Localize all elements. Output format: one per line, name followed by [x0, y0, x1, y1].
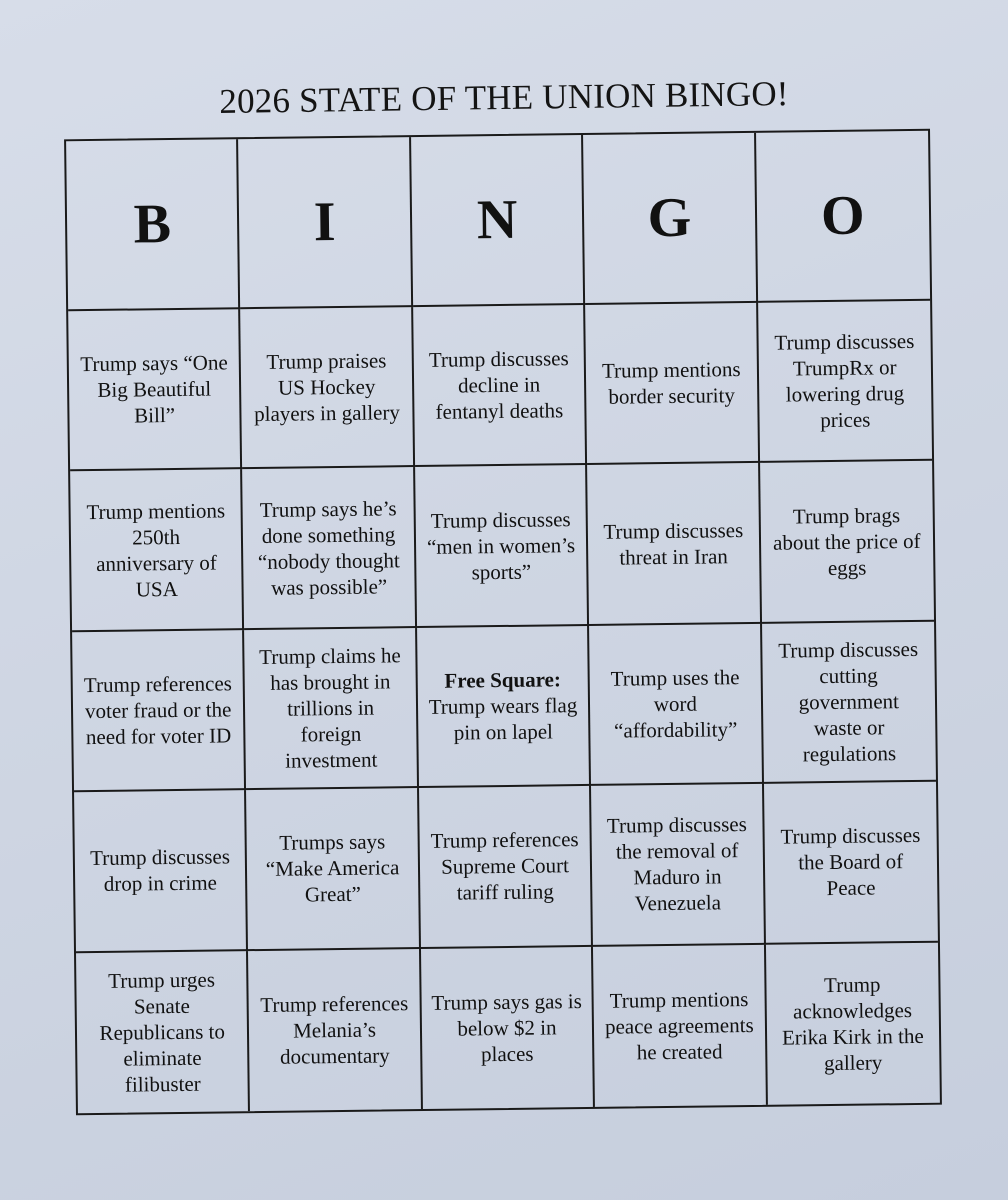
bingo-grid [64, 129, 942, 1116]
free-square-cell [417, 626, 591, 788]
bingo-cell-r5c2: Trump references Melania’s documentary [248, 949, 422, 1111]
bingo-cell-r4c2: Trumps says “Make America Great” [246, 788, 420, 951]
bingo-cell-r5c4: Trump mentions peace agreements he created [593, 944, 767, 1106]
free-square-content [427, 666, 578, 746]
bingo-cell-r1c5: Trump discusses TrumpRx or lowering drug prices [758, 301, 932, 463]
bingo-cell-r4c4: Trump discusses the removal of Maduro in Venezuela [591, 784, 765, 947]
bingo-cell-r5c1: Trump urges Senate Republicans to eliminate filibuster [76, 951, 250, 1113]
header-letter-o: O [756, 131, 930, 303]
header-letter-n: N [411, 135, 585, 307]
bingo-cell-r1c1: Trump says “One Big Beautiful Bill” [68, 309, 242, 471]
bingo-cell-r4c3: Trump references Supreme Court tariff ruling [419, 786, 593, 949]
bingo-cell-r3c1: Trump references voter fraud or the need for voter ID [72, 630, 246, 792]
bingo-cell-r1c4: Trump mentions border security [585, 303, 759, 465]
header-letter-g: G [583, 133, 757, 305]
bingo-cell-r3c2: Trump claims he has brought in trillions in foreign investment [244, 628, 418, 790]
free-square-text: Trump wears flag pin on lapel [428, 693, 578, 745]
page-title: 2026 STATE OF THE UNION BINGO! [219, 74, 789, 121]
header-letter-b: B [66, 139, 240, 311]
bingo-cell-r2c2: Trump says he’s done something “nobody thought was possible” [243, 467, 417, 630]
bingo-cell-r2c4: Trump discusses threat in Iran [587, 463, 761, 626]
bingo-cell-r3c4: Trump uses the word “affordability” [589, 624, 763, 786]
bingo-cell-r5c3: Trump says gas is below $2 in places [421, 947, 595, 1109]
bingo-cell-r3c5: Trump discusses cutting government waste or regulations [762, 622, 936, 784]
bingo-cell-r4c1: Trump discusses drop in crime [74, 790, 248, 953]
bingo-cell-r2c1: Trump mentions 250th anniversary of USA [70, 470, 244, 633]
bingo-cell-r1c2: Trump praises US Hockey players in gallery [241, 307, 415, 469]
free-square-label: Free Square: [444, 667, 562, 693]
bingo-cell-r5c5: Trump acknowledges Erika Kirk in the gallery [781, 972, 924, 1075]
header-letter-i: I [238, 137, 412, 309]
bingo-cell-r2c5: Trump brags about the price of eggs [760, 461, 934, 624]
bingo-cell-r4c5: Trump discusses the Board of Peace [764, 782, 938, 945]
bingo-cell-r1c3: Trump discusses decline in fentanyl deaths [413, 305, 587, 467]
bingo-cell-r2c3: Trump discusses “men in women’s sports” [415, 465, 589, 628]
